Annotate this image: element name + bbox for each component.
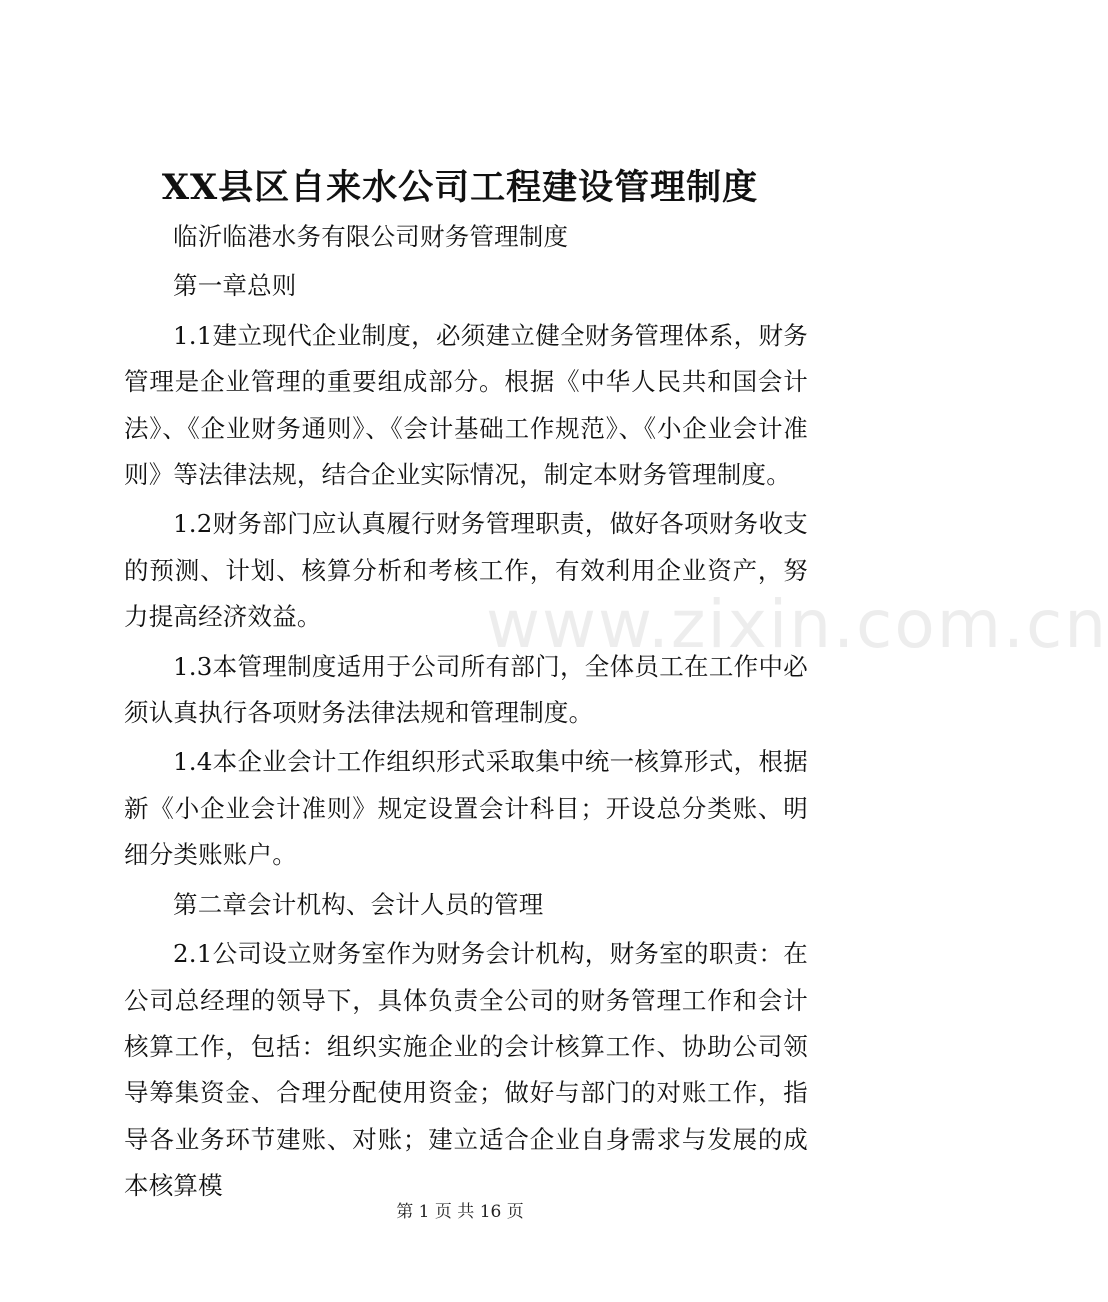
document-title: XX县区自来水公司工程建设管理制度 bbox=[161, 167, 759, 208]
chapter-heading-1: 第一章总则 bbox=[173, 271, 297, 301]
paragraph-1-3: 1.3本管理制度适用于公司所有部门，全体员工在工作中必须认真执行各项财务法律法规和管理制度。 bbox=[124, 651, 808, 728]
page-footer: 第 1 页 共 16 页 bbox=[396, 1202, 524, 1222]
paragraph-1-2: 1.2财务部门应认真履行财务管理职责，做好各项财务收支的预测、计划、核算分析和考核工作，有效利用企业资产，努力提高经济效益。 bbox=[124, 509, 808, 632]
paragraph-2-1: 2.1公司设立财务室作为财务会计机构，财务室的职责：在公司总经理的领导下，具体负责全公司的财务管理工作和会计核算工作，包括：组织实施企业的会计核算工作、协助公司领导筹集资金、合理分配使用资金；做好与部门的对账工作，指导各业务环节建账、对账；建立适合企业自身需求与发展的成本核算模 bbox=[124, 939, 808, 1201]
paragraph-company-title: 临沂临港水务有限公司财务管理制度 bbox=[173, 222, 569, 251]
document-body bbox=[124, 214, 808, 1210]
paragraph-1-4: 1.4本企业会计工作组织形式采取集中统一核算形式，根据新《小企业会计准则》规定设置会计科目；开设总分类账、明细分类账账户。 bbox=[124, 747, 808, 870]
paragraph-1-1: 1.1建立现代企业制度，必须建立健全财务管理体系，财务管理是企业管理的重要组成部分。根据《中华人民共和国会计法》、《企业财务通则》、《会计基础工作规范》、《小企业会计准则》等法律法规，结合企业实际情况，制定本财务管理制度。 bbox=[124, 320, 808, 490]
chapter-heading-2: 第二章会计机构、会计人员的管理 bbox=[173, 889, 544, 919]
watermark: www.zixin.com.cn bbox=[486, 586, 1108, 663]
